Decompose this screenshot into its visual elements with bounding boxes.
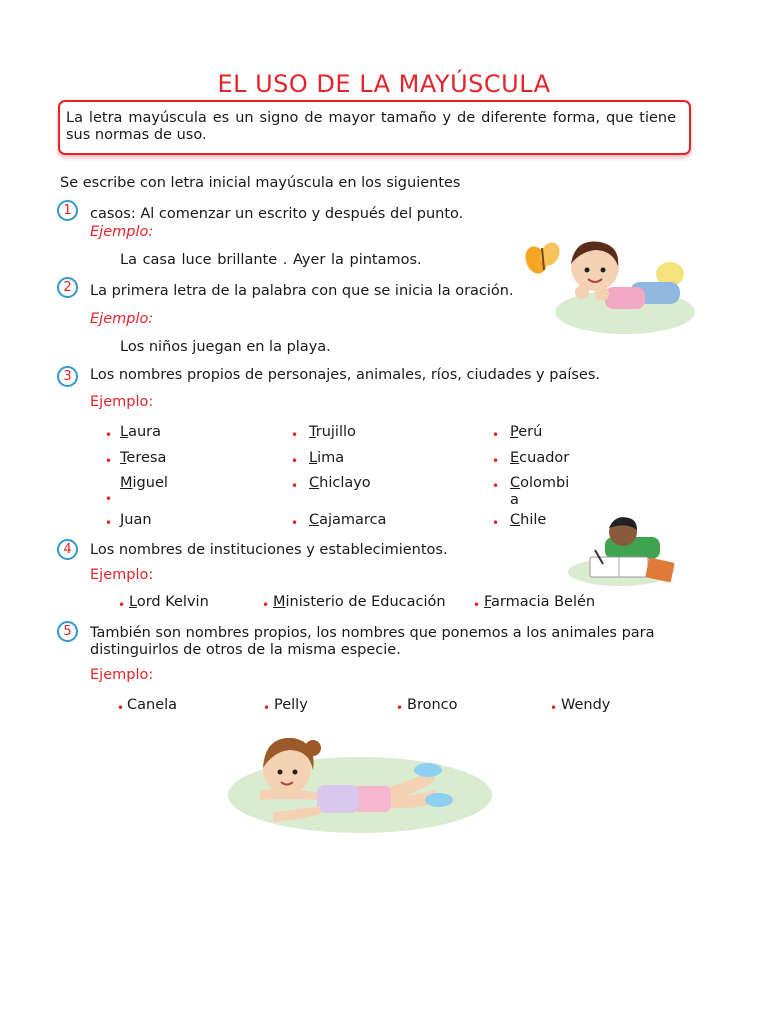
bullet: • <box>291 454 299 468</box>
bullet: • <box>262 598 270 612</box>
butterfly-icon <box>522 239 563 276</box>
bullet: • <box>105 516 113 530</box>
name-cajamarca: Cajamarca <box>309 512 387 528</box>
rule-1-text: casos: Al comenzar un escrito y después del punto. <box>90 206 464 222</box>
bullet: • <box>105 454 113 468</box>
name-colombia-wrap: a <box>510 492 519 508</box>
name-lima: Lima <box>309 450 345 466</box>
bullet: • <box>105 428 113 442</box>
bullet: • <box>291 428 299 442</box>
rule-3-text: Los nombres propios de personajes, animales, ríos, ciudades y países. <box>90 367 600 383</box>
institution-ministerio: Ministerio de Educación <box>273 594 446 610</box>
rule-number-2: 2 <box>57 277 78 298</box>
bullet: • <box>492 428 500 442</box>
animal-pelly: Pelly <box>274 697 308 713</box>
rule-number-4: 4 <box>57 539 78 560</box>
name-peru: Perú <box>510 424 543 440</box>
girl-lying-on-grass-illustration <box>225 730 495 835</box>
name-trujillo: Trujillo <box>309 424 356 440</box>
girl-with-butterfly-illustration <box>520 232 700 337</box>
rule-4-example-label: Ejemplo: <box>90 567 154 583</box>
rule-1-example-label: Ejemplo: <box>90 224 154 240</box>
rule-number-1: 1 <box>57 200 78 221</box>
bullet: • <box>105 492 113 506</box>
intro-text: La letra mayúscula es un signo de mayor tamaño y de diferente forma, que tiene sus normas de uso. <box>66 110 676 143</box>
animal-bronco: Bronco <box>407 697 458 713</box>
bullet: • <box>492 516 500 530</box>
institution-farmacia: Farmacia Belén <box>484 594 596 610</box>
bullet: • <box>117 701 125 715</box>
rule-1-example: La casa luce brillante . Ayer la pintamos. <box>120 252 422 268</box>
page-title: EL USO DE LA MAYÚSCULA <box>217 70 551 98</box>
rule-2-example: Los niños juegan en la playa. <box>120 339 331 355</box>
name-teresa: Teresa <box>120 450 167 466</box>
name-miguel: Miguel <box>120 475 168 491</box>
rule-5-example-label: Ejemplo: <box>90 667 154 683</box>
bullet: • <box>550 701 558 715</box>
rule-2-text: La primera letra de la palabra con que se inicia la oración. <box>90 283 514 299</box>
name-juan: Juan <box>120 512 152 528</box>
name-chile: Chile <box>510 512 547 528</box>
bullet: • <box>492 479 500 493</box>
rule-number-3: 3 <box>57 366 78 387</box>
bullet: • <box>118 598 126 612</box>
bullet: • <box>473 598 481 612</box>
rule-4-text: Los nombres de instituciones y establecimientos. <box>90 542 448 558</box>
animal-canela: Canela <box>127 697 178 713</box>
rule-3-example-label: Ejemplo: <box>90 394 154 410</box>
boy-reading-book-illustration <box>565 512 685 592</box>
bullet: • <box>291 479 299 493</box>
rule-number-5: 5 <box>57 621 78 642</box>
name-chiclayo: Chiclayo <box>309 475 371 491</box>
name-colombia: Colombi <box>510 475 570 491</box>
institution-lord-kelvin: Lord Kelvin <box>129 594 209 610</box>
rule-5-text: También son nombres propios, los nombres que ponemos a los animales para distinguirlos de otros de la misma especie. <box>90 625 655 658</box>
bullet: • <box>263 701 271 715</box>
name-laura: Laura <box>120 424 162 440</box>
rule-2-example-label: Ejemplo: <box>90 311 154 327</box>
bullet: • <box>492 454 500 468</box>
bullet: • <box>291 516 299 530</box>
lead-text: Se escribe con letra inicial mayúscula en los siguientes <box>60 175 461 191</box>
bullet: • <box>396 701 404 715</box>
name-ecuador: Ecuador <box>510 450 570 466</box>
animal-wendy: Wendy <box>561 697 611 713</box>
